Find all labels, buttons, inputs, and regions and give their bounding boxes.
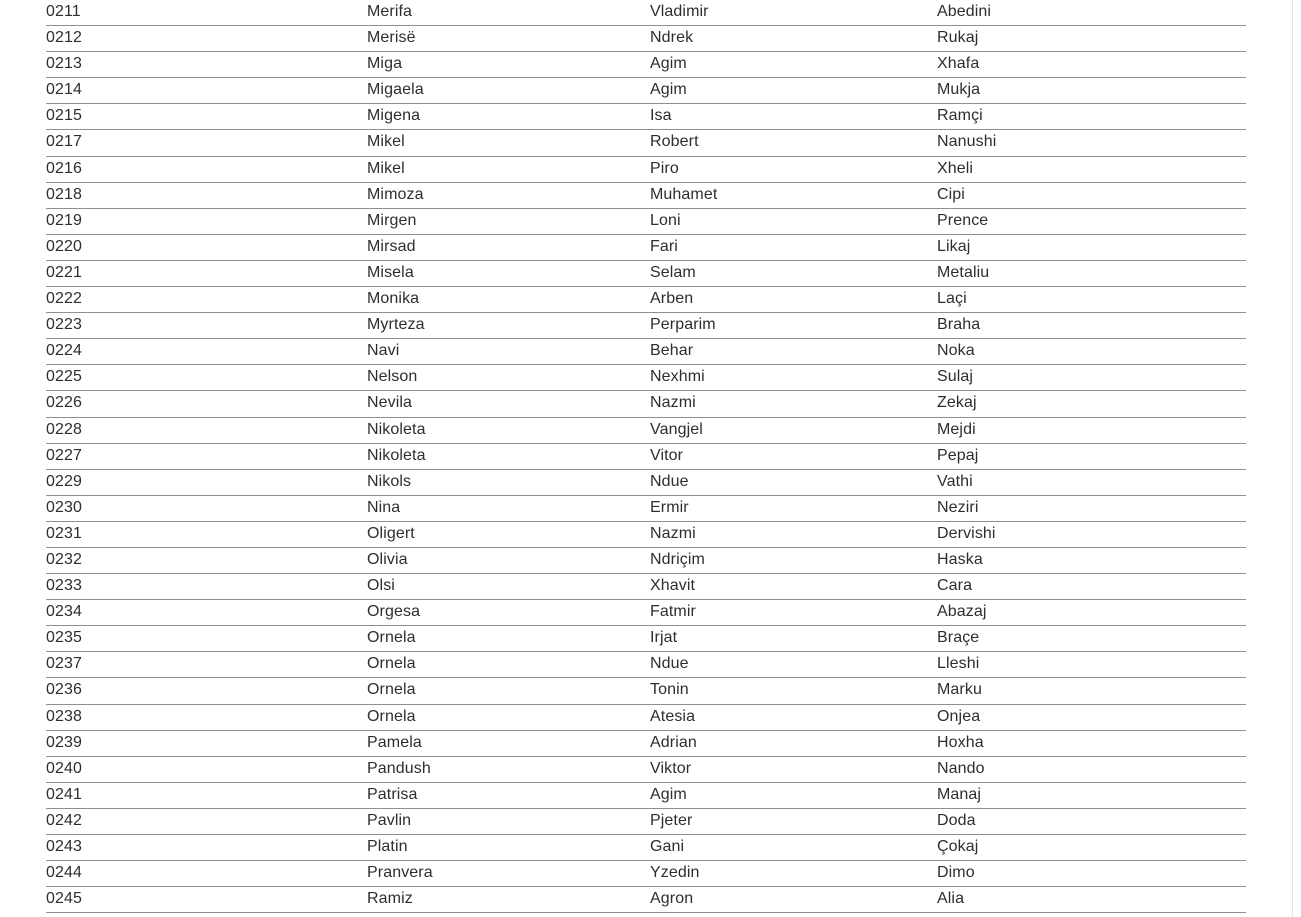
father-name-cell: Pjeter — [650, 811, 693, 829]
surname-cell: Çokaj — [937, 838, 979, 855]
father-name-cell: Nexhmi — [650, 368, 705, 386]
table-row — [46, 705, 1246, 731]
id-cell: 0244 — [46, 864, 82, 882]
id-cell: 0228 — [46, 420, 82, 438]
father-name-cell: Fatmir — [650, 603, 696, 621]
name-cell: Mirgen — [367, 211, 417, 229]
id-cell: 0227 — [46, 446, 82, 464]
father-name-cell: Muhamet — [650, 185, 718, 203]
table-row — [46, 52, 1246, 78]
name-cell: Monika — [367, 290, 420, 308]
id-cell: 0237 — [46, 655, 82, 673]
id-cell: 0240 — [46, 759, 82, 777]
table-row — [46, 887, 1246, 913]
table-row — [46, 78, 1246, 104]
names-table — [46, 0, 1246, 913]
table-row — [46, 104, 1246, 130]
father-name-cell: Selam — [650, 263, 696, 281]
table-row — [46, 26, 1246, 52]
father-name-cell: Adrian — [650, 733, 697, 751]
surname-cell: Mukja — [937, 81, 981, 99]
father-name-cell: Irjat — [650, 629, 678, 647]
id-cell: 0220 — [46, 237, 82, 255]
id-cell: 0211 — [46, 3, 81, 20]
surname-cell: Mejdi — [937, 420, 976, 438]
id-cell: 0217 — [46, 133, 82, 151]
id-cell: 0218 — [46, 185, 82, 203]
name-cell: Nikols — [367, 472, 412, 490]
id-cell: 0234 — [46, 603, 82, 621]
id-cell: 0239 — [46, 733, 82, 751]
father-name-cell: Agim — [650, 81, 687, 99]
table-row — [46, 0, 1246, 26]
surname-cell: Onjea — [937, 707, 981, 725]
surname-cell: Cipi — [937, 185, 965, 203]
surname-cell: Xheli — [937, 159, 974, 177]
name-cell: Nikoleta — [367, 420, 426, 438]
name-cell: Pamela — [367, 733, 422, 751]
surname-cell: Pepaj — [937, 446, 979, 464]
name-cell: Migaela — [367, 81, 424, 99]
surname-cell: Prence — [937, 211, 989, 229]
surname-cell: Vathi — [937, 472, 973, 490]
surname-cell: Sulaj — [937, 368, 974, 386]
name-cell: Ornela — [367, 681, 416, 699]
name-cell: Merisë — [367, 29, 416, 47]
father-name-cell: Fari — [650, 237, 678, 255]
name-cell: Ornela — [367, 707, 416, 725]
id-cell: 0219 — [46, 211, 82, 229]
table-row — [46, 809, 1246, 835]
name-cell: Nikoleta — [367, 446, 426, 464]
surname-cell: Noka — [937, 342, 975, 360]
id-cell: 0238 — [46, 707, 82, 725]
surname-cell: Dervishi — [937, 524, 996, 542]
name-cell: Mikel — [367, 133, 405, 151]
id-cell: 0223 — [46, 316, 82, 334]
name-cell: Oligert — [367, 524, 415, 542]
id-cell: 0226 — [46, 394, 82, 412]
father-name-cell: Ndrek — [650, 29, 694, 47]
name-cell: Mirsad — [367, 237, 416, 255]
id-cell: 0225 — [46, 368, 82, 386]
name-cell: Nelson — [367, 368, 418, 386]
surname-cell: Laçi — [937, 290, 967, 308]
id-cell: 0212 — [46, 29, 82, 47]
father-name-cell: Behar — [650, 342, 694, 360]
name-cell: Ornela — [367, 629, 416, 647]
surname-cell: Nando — [937, 759, 985, 777]
table-row — [46, 287, 1246, 313]
table-row — [46, 261, 1246, 287]
id-cell: 0241 — [46, 785, 82, 803]
name-cell: Misela — [367, 263, 414, 281]
surname-cell: Rukaj — [937, 29, 979, 47]
surname-cell: Zekaj — [937, 394, 977, 412]
scrollbar-track[interactable] — [1292, 0, 1293, 917]
surname-cell: Braha — [937, 316, 981, 334]
father-name-cell: Nazmi — [650, 394, 696, 412]
table-row — [46, 418, 1246, 444]
father-name-cell: Yzedin — [650, 864, 700, 882]
surname-cell: Lleshi — [937, 655, 980, 673]
name-cell: Patrisa — [367, 785, 418, 803]
id-cell: 0230 — [46, 498, 82, 516]
father-name-cell: Loni — [650, 211, 681, 229]
father-name-cell: Ermir — [650, 498, 689, 516]
surname-cell: Manaj — [937, 785, 982, 803]
name-cell: Platin — [367, 838, 408, 855]
surname-cell: Neziri — [937, 498, 979, 516]
table-row — [46, 626, 1246, 652]
table-row — [46, 731, 1246, 757]
father-name-cell: Arben — [650, 290, 694, 308]
id-cell: 0213 — [46, 55, 82, 73]
father-name-cell: Viktor — [650, 759, 692, 777]
id-cell: 0232 — [46, 550, 82, 568]
table-row — [46, 783, 1246, 809]
surname-cell: Cara — [937, 577, 973, 595]
id-cell: 0229 — [46, 472, 82, 490]
table-row — [46, 313, 1246, 339]
id-cell: 0224 — [46, 342, 82, 360]
table-row — [46, 548, 1246, 574]
id-cell: 0214 — [46, 81, 82, 99]
surname-cell: Nanushi — [937, 133, 997, 151]
father-name-cell: Atesia — [650, 707, 696, 725]
name-cell: Nina — [367, 498, 401, 516]
id-cell: 0222 — [46, 290, 82, 308]
surname-cell: Likaj — [937, 237, 971, 255]
father-name-cell: Isa — [650, 107, 672, 125]
id-cell: 0233 — [46, 577, 82, 595]
table-row — [46, 861, 1246, 887]
surname-cell: Dimo — [937, 864, 975, 882]
id-cell: 0221 — [46, 263, 82, 281]
table-row — [46, 444, 1246, 470]
id-cell: 0245 — [46, 890, 82, 908]
father-name-cell: Xhavit — [650, 577, 696, 595]
id-cell: 0243 — [46, 838, 82, 855]
name-cell: Mikel — [367, 159, 405, 177]
surname-cell: Xhafa — [937, 55, 980, 73]
father-name-cell: Ndue — [650, 655, 689, 673]
name-cell: Olivia — [367, 550, 408, 568]
father-name-cell: Gani — [650, 838, 685, 855]
id-cell: 0216 — [46, 159, 82, 177]
surname-cell: Braçe — [937, 629, 980, 647]
name-cell: Migena — [367, 107, 421, 125]
father-name-cell: Piro — [650, 159, 679, 177]
surname-cell: Abedini — [937, 3, 992, 20]
father-name-cell: Vitor — [650, 446, 684, 464]
surname-cell: Ramçi — [937, 107, 983, 125]
name-cell: Mimoza — [367, 185, 424, 203]
name-cell: Nevila — [367, 394, 413, 412]
table-row — [46, 209, 1246, 235]
table-row — [46, 652, 1246, 678]
surname-cell: Doda — [937, 811, 976, 829]
name-cell: Myrteza — [367, 316, 425, 334]
surname-cell: Marku — [937, 681, 982, 699]
father-name-cell: Tonin — [650, 681, 689, 699]
table-row — [46, 235, 1246, 261]
id-cell: 0231 — [46, 524, 82, 542]
surname-cell: Alia — [937, 890, 965, 908]
name-cell: Merifa — [367, 3, 413, 20]
table-row — [46, 835, 1246, 861]
id-cell: 0236 — [46, 681, 82, 699]
name-cell: Miga — [367, 55, 403, 73]
surname-cell: Abazaj — [937, 603, 987, 621]
table-row — [46, 496, 1246, 522]
father-name-cell: Robert — [650, 133, 699, 151]
name-cell: Ramiz — [367, 890, 413, 908]
table-row — [46, 470, 1246, 496]
table-row — [46, 157, 1246, 183]
table-row — [46, 757, 1246, 783]
table-row — [46, 183, 1246, 209]
id-cell: 0235 — [46, 629, 82, 647]
table-row — [46, 522, 1246, 548]
id-cell: 0215 — [46, 107, 82, 125]
father-name-cell: Agim — [650, 55, 687, 73]
father-name-cell: Vladimir — [650, 3, 709, 20]
name-cell: Ornela — [367, 655, 416, 673]
surname-cell: Hoxha — [937, 733, 984, 751]
id-cell: 0242 — [46, 811, 82, 829]
name-cell: Orgesa — [367, 603, 421, 621]
name-cell: Olsi — [367, 577, 395, 595]
surname-cell: Metaliu — [937, 263, 990, 281]
name-cell: Pranvera — [367, 864, 433, 882]
name-cell: Pavlin — [367, 811, 412, 829]
table-row — [46, 574, 1246, 600]
father-name-cell: Nazmi — [650, 524, 696, 542]
name-cell: Pandush — [367, 759, 431, 777]
surname-cell: Haska — [937, 550, 983, 568]
father-name-cell: Vangjel — [650, 420, 703, 438]
father-name-cell: Agron — [650, 890, 694, 908]
table-row — [46, 339, 1246, 365]
table-row — [46, 365, 1246, 391]
table-row — [46, 600, 1246, 626]
father-name-cell: Agim — [650, 785, 687, 803]
father-name-cell: Ndue — [650, 472, 689, 490]
table-row — [46, 391, 1246, 417]
name-cell: Navi — [367, 342, 400, 360]
table-row — [46, 130, 1246, 156]
father-name-cell: Perparim — [650, 316, 716, 334]
father-name-cell: Ndriçim — [650, 550, 705, 568]
table-row — [46, 678, 1246, 704]
